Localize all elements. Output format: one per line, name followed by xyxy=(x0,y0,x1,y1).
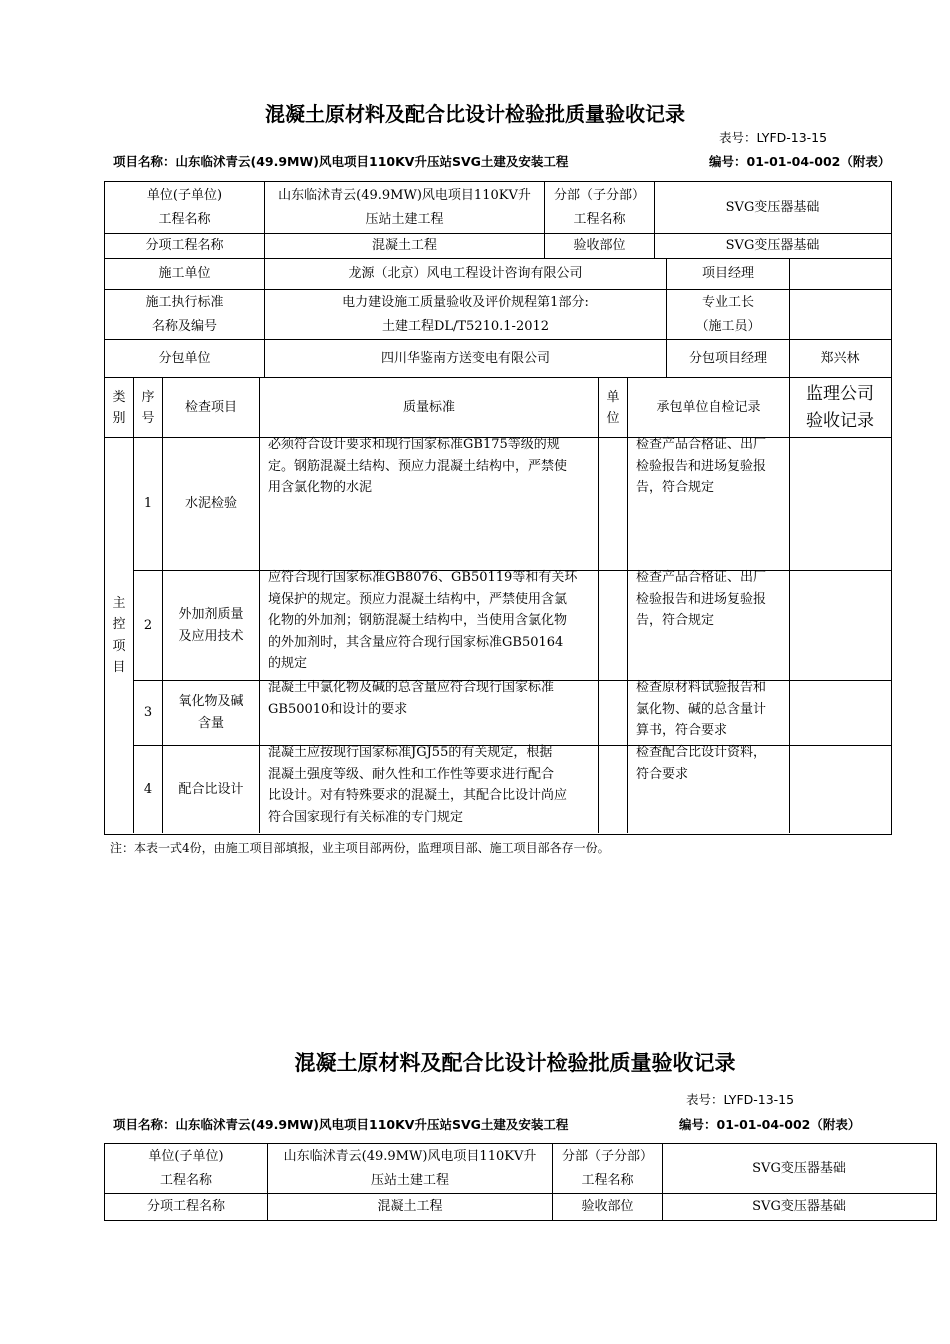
item-standard: 混凝土中氯化物及碱的总含量应符合现行国家标准 GB50010和设计的要求 xyxy=(268,680,555,717)
sub-project-manager-value: 郑兴林 xyxy=(820,350,860,366)
subcontractor-value: 四川华鉴南方送变电有限公司 xyxy=(380,350,550,366)
item-standard: 必须符合设计要求和现行国家标准GB175等级的规 定。钢筋混凝土结构、预应力混凝土结构中，严禁使 用含氯化物的水泥 xyxy=(268,437,568,495)
acceptance-part-value: SVG变压器基础 xyxy=(752,1198,846,1214)
form1-title: 混凝土原材料及配合比设计检验批质量验收记录 xyxy=(265,102,685,126)
grid-line xyxy=(627,377,628,833)
project-manager-value xyxy=(790,259,890,289)
contractor-value: 龙源（北京）风电工程设计咨询有限公司 xyxy=(348,266,583,281)
standard-label: 施工执行标准 名称及编号 xyxy=(145,294,224,334)
division-value: SVG变压器基础 xyxy=(725,199,820,215)
form2-title: 混凝土原材料及配合比设计检验批质量验收记录 xyxy=(294,1051,736,1075)
foreman-label: 专业工长 （施工员） xyxy=(695,294,761,334)
acceptance-part-label: 验收部位 xyxy=(581,1198,634,1214)
item-name: 配合比设计 xyxy=(178,781,244,797)
division-value: SVG变压器基础 xyxy=(752,1160,846,1176)
header-supervisor: 监理公司 验收记录 xyxy=(806,383,874,431)
grid-line xyxy=(598,377,599,833)
item-standard: 应符合现行国家标准GB8076、GB50119等和有关环 境保护的规定。预应力混凝土结构中，严禁使用含氯 化物的外加剂；钢筋混凝土结构中，当使用含氯化物 的外加剂时，其含量应符合现行国家标准GB50164 的规定 xyxy=(268,570,578,671)
sub-project-manager-label: 分包项目经理 xyxy=(688,350,767,366)
unit-project-label: 单位(子单位) 工程名称 xyxy=(148,1148,224,1188)
standard-value: 电力建设施工质量验收及评价规程第1部分: 土建工程DL/T5210.1-2012 xyxy=(342,294,589,334)
item-self-check: 检查配合比设计资料， 符合要求 xyxy=(636,745,767,782)
item-self-check: 检查产品合格证、出厂 检验报告和进场复验报 告，符合规定 xyxy=(636,570,767,628)
sub-project-label: 分项工程名称 xyxy=(145,238,224,253)
sub-project-label: 分项工程名称 xyxy=(146,1198,225,1214)
sub-project-value: 混凝土工程 xyxy=(371,238,437,253)
acceptance-part-value: SVG变压器基础 xyxy=(725,238,820,253)
form1-project-name: 项目名称：山东临沭青云(49.9MW)风电项目110KV升压站SVG土建及安装工程 xyxy=(113,154,569,169)
form1-note: 注：本表一式4份，由施工项目部填报，业主项目部两份，监理项目部、施工项目部各存一份。 xyxy=(110,841,610,855)
header-self-check: 承包单位自检记录 xyxy=(656,399,761,415)
header-seq: 序号 xyxy=(141,389,155,426)
sub-project-value: 混凝土工程 xyxy=(377,1198,443,1214)
header-standard: 质量标准 xyxy=(402,399,455,415)
form2-record-number: 编号：01-01-04-002（附表） xyxy=(679,1117,861,1132)
division-label: 分部（子分部） 工程名称 xyxy=(553,187,645,227)
project-manager-label: 项目经理 xyxy=(701,266,754,281)
form1-record-number: 编号：01-01-04-002（附表） xyxy=(709,154,891,169)
form2-form-number: 表号：LYFD-13-15 xyxy=(686,1092,795,1107)
form1-form-number: 表号：LYFD-13-15 xyxy=(719,130,828,145)
item-seq: 4 xyxy=(143,781,153,797)
item-name: 外加剂质量 及应用技术 xyxy=(178,606,244,644)
header-category: 类别 xyxy=(112,389,126,426)
item-name: 氧化物及碱 含量 xyxy=(178,694,244,731)
unit-project-value: 山东临沭青云(49.9MW)风电项目110KV升 压站土建工程 xyxy=(278,187,531,227)
form2-project-name: 项目名称：山东临沭青云(49.9MW)风电项目110KV升压站SVG土建及安装工程 xyxy=(113,1117,569,1132)
foreman-value xyxy=(790,290,890,339)
acceptance-part-label: 验收部位 xyxy=(573,238,626,253)
item-self-check: 检查原材料试验报告和 氯化物、碱的总含量计 算书，符合要求 xyxy=(636,680,767,738)
category-main-control: 主控项目 xyxy=(112,595,126,675)
subcontractor-label: 分包单位 xyxy=(158,350,211,366)
division-label: 分部（子分部） 工程名称 xyxy=(561,1148,653,1188)
header-item: 检查项目 xyxy=(184,399,237,415)
grid-line xyxy=(789,377,790,833)
unit-project-value: 山东临沭青云(49.9MW)风电项目110KV升 压站土建工程 xyxy=(283,1148,537,1188)
contractor-label: 施工单位 xyxy=(158,266,211,281)
item-seq: 1 xyxy=(143,496,153,511)
item-standard: 混凝土应按现行国家标准JGJ55的有关规定，根据 混凝土强度等级、耐久性和工作性等要求进行配合 比设计。对有特殊要求的混凝土，其配合比设计尚应 符合国家现行有关标准的专门规定 xyxy=(268,745,568,825)
item-self-check: 检查产品合格证、出厂 检验报告和进场复验报 告，符合规定 xyxy=(636,437,767,495)
item-name: 水泥检验 xyxy=(184,496,237,511)
header-unit: 单位 xyxy=(606,389,620,426)
item-seq: 3 xyxy=(143,705,153,720)
unit-project-label: 单位(子单位) 工程名称 xyxy=(146,187,223,227)
item-seq: 2 xyxy=(143,617,153,633)
grid-line xyxy=(259,377,260,833)
